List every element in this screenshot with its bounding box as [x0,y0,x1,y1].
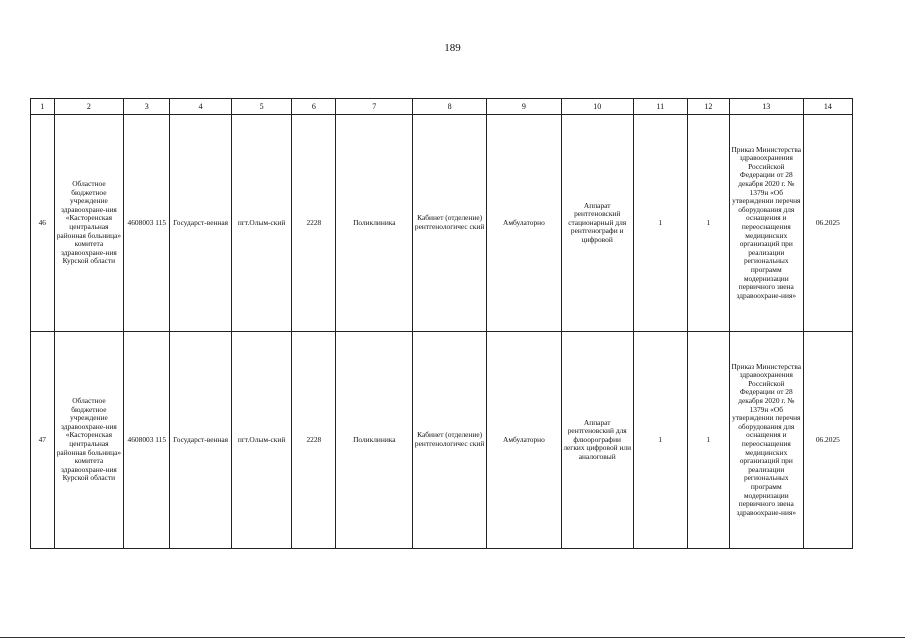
locality-cell: пгт.Олым-ский [231,332,291,549]
column-number-cell: 8 [413,99,487,115]
equipment-cell: Аппарат рентгеновский стационарный для рентгенографи и цифровой [561,115,633,332]
unit-type-cell: Поликлиника [336,115,413,332]
quantity-cell: 1 [633,332,687,549]
column-number-cell: 14 [803,99,852,115]
code-cell: 2228 [292,115,336,332]
column-number-cell: 9 [487,99,562,115]
page-bottom-rule [0,637,905,638]
inn-cell: 4608003 115 [124,115,170,332]
quantity-cell: 1 [633,115,687,332]
locality-cell: пгт.Олым-ский [231,115,291,332]
row-number-cell: 46 [31,115,55,332]
ownership-cell: Государст-венная [170,115,231,332]
column-number-cell: 2 [54,99,124,115]
register-table [30,98,853,549]
organization-cell: Областное бюджетное учреждение здравоохране-ния «Касторенская центральная районная больница» комитета здравоохране-ния Курской области [54,332,124,549]
column-number-cell: 4 [170,99,231,115]
quantity-cell: 1 [687,115,729,332]
ownership-cell: Государст-венная [170,332,231,549]
table-row [31,332,853,549]
page-number: 189 [444,42,461,54]
equipment-cell: Аппарат рентгеновский для флюорографии легких цифровой или аналоговый [561,332,633,549]
date-cell: 06.2025 [803,332,852,549]
code-cell: 2228 [292,332,336,549]
column-number-cell: 12 [687,99,729,115]
care-condition-cell: Амбулаторно [487,332,562,549]
column-number-row [31,99,853,115]
organization-cell: Областное бюджетное учреждение здравоохране-ния «Касторенская центральная районная больница» комитета здравоохране-ния Курской области [54,115,124,332]
department-cell: Кабинет (отделение) рентгенологичес ский [413,115,487,332]
legal-basis-cell: Приказ Министерства здравоохранения Российской Федерации от 28 декабря 2020 г. № 1379н «Об утверждении перечня оборудования для оснащения и переоснащения медицинских организаций при реализации региональных программ модернизации первичного звена здравоохране-ния» [729,332,803,549]
quantity-cell: 1 [687,332,729,549]
column-number-cell: 10 [561,99,633,115]
column-number-cell: 6 [292,99,336,115]
table-row [31,115,853,332]
department-cell: Кабинет (отделение) рентгенологичес ский [413,332,487,549]
care-condition-cell: Амбулаторно [487,115,562,332]
legal-basis-cell: Приказ Министерства здравоохранения Российской Федерации от 28 декабря 2020 г. № 1379н «Об утверждении перечня оборудования для оснащения и переоснащения медицинских организаций при реализации региональных программ модернизации первичного звена здравоохране-ния» [729,115,803,332]
column-number-cell: 13 [729,99,803,115]
row-number-cell: 47 [31,332,55,549]
unit-type-cell: Поликлиника [336,332,413,549]
inn-cell: 4608003 115 [124,332,170,549]
date-cell: 06.2025 [803,115,852,332]
column-number-cell: 3 [124,99,170,115]
column-number-cell: 7 [336,99,413,115]
column-number-cell: 11 [633,99,687,115]
column-number-cell: 1 [31,99,55,115]
column-number-cell: 5 [231,99,291,115]
